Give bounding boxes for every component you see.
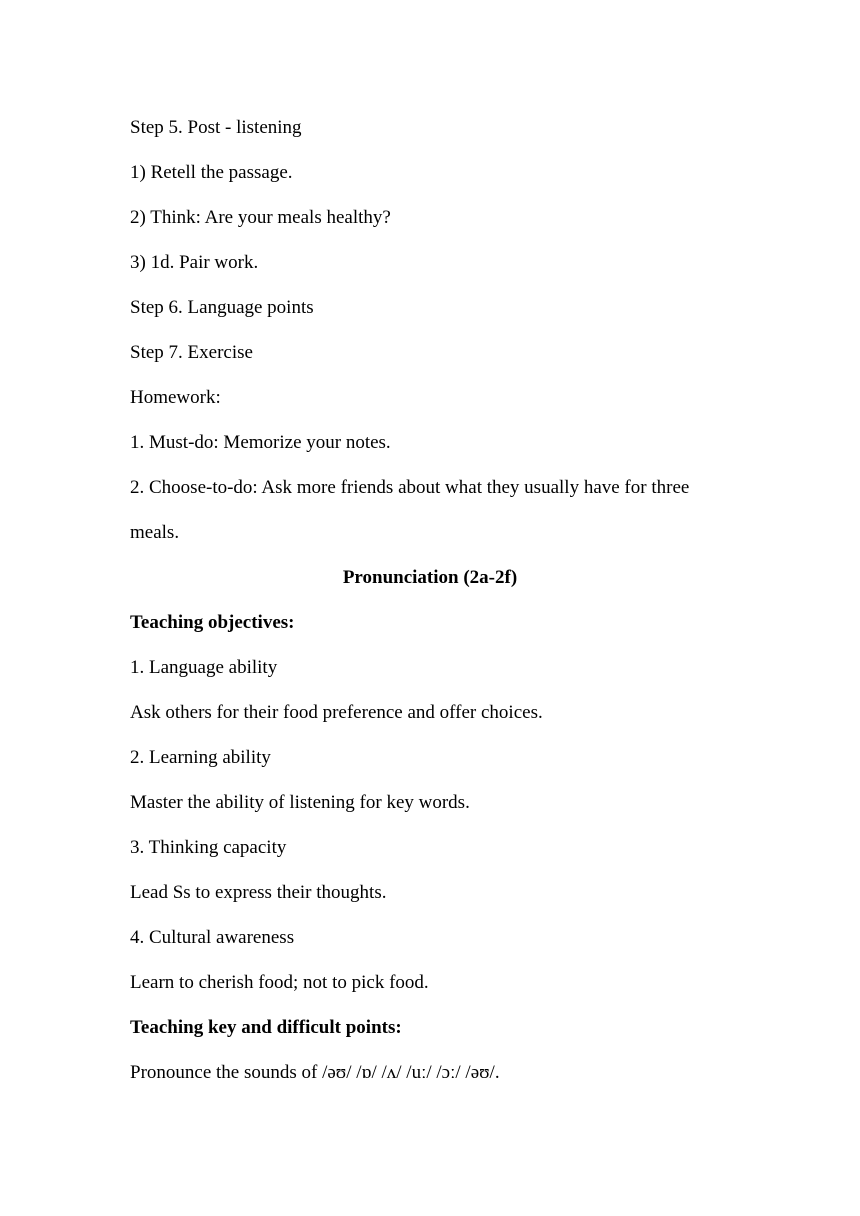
step-6-heading: Step 6. Language points [130, 297, 314, 318]
key-points-heading: Teaching key and difficult points: [130, 1017, 402, 1038]
list-item: 1. Must-do: Memorize your notes. [130, 432, 391, 453]
objective-item: 1. Language ability [130, 657, 278, 678]
list-item: 1) Retell the passage. [130, 162, 293, 183]
objective-item: Lead Ss to express their thoughts. [130, 882, 387, 903]
objective-item: Learn to cherish food; not to pick food. [130, 972, 429, 993]
objective-item: 3. Thinking capacity [130, 837, 287, 858]
objective-item: 4. Cultural awareness [130, 927, 295, 948]
list-item: 2) Think: Are your meals healthy? [130, 207, 391, 228]
list-item: 2. Choose-to-do: Ask more friends about what they usually have for three [130, 477, 690, 498]
objective-item: Master the ability of listening for key words. [130, 792, 470, 813]
key-point-item: Pronounce the sounds of /əʊ/ /ɒ/ /ʌ/ /uː/ /ɔː/ /əʊ/. [130, 1062, 500, 1083]
objectives-heading: Teaching objectives: [130, 612, 295, 633]
step-5-heading: Step 5. Post - listening [130, 117, 302, 138]
objective-item: 2. Learning ability [130, 747, 271, 768]
homework-heading: Homework: [130, 387, 221, 408]
section-title: Pronunciation (2a-2f) [342, 567, 518, 588]
list-item: 3) 1d. Pair work. [130, 252, 259, 273]
step-7-heading: Step 7. Exercise [130, 342, 253, 363]
list-item-continuation: meals. [130, 522, 180, 543]
objective-item: Ask others for their food preference and offer choices. [130, 702, 543, 723]
